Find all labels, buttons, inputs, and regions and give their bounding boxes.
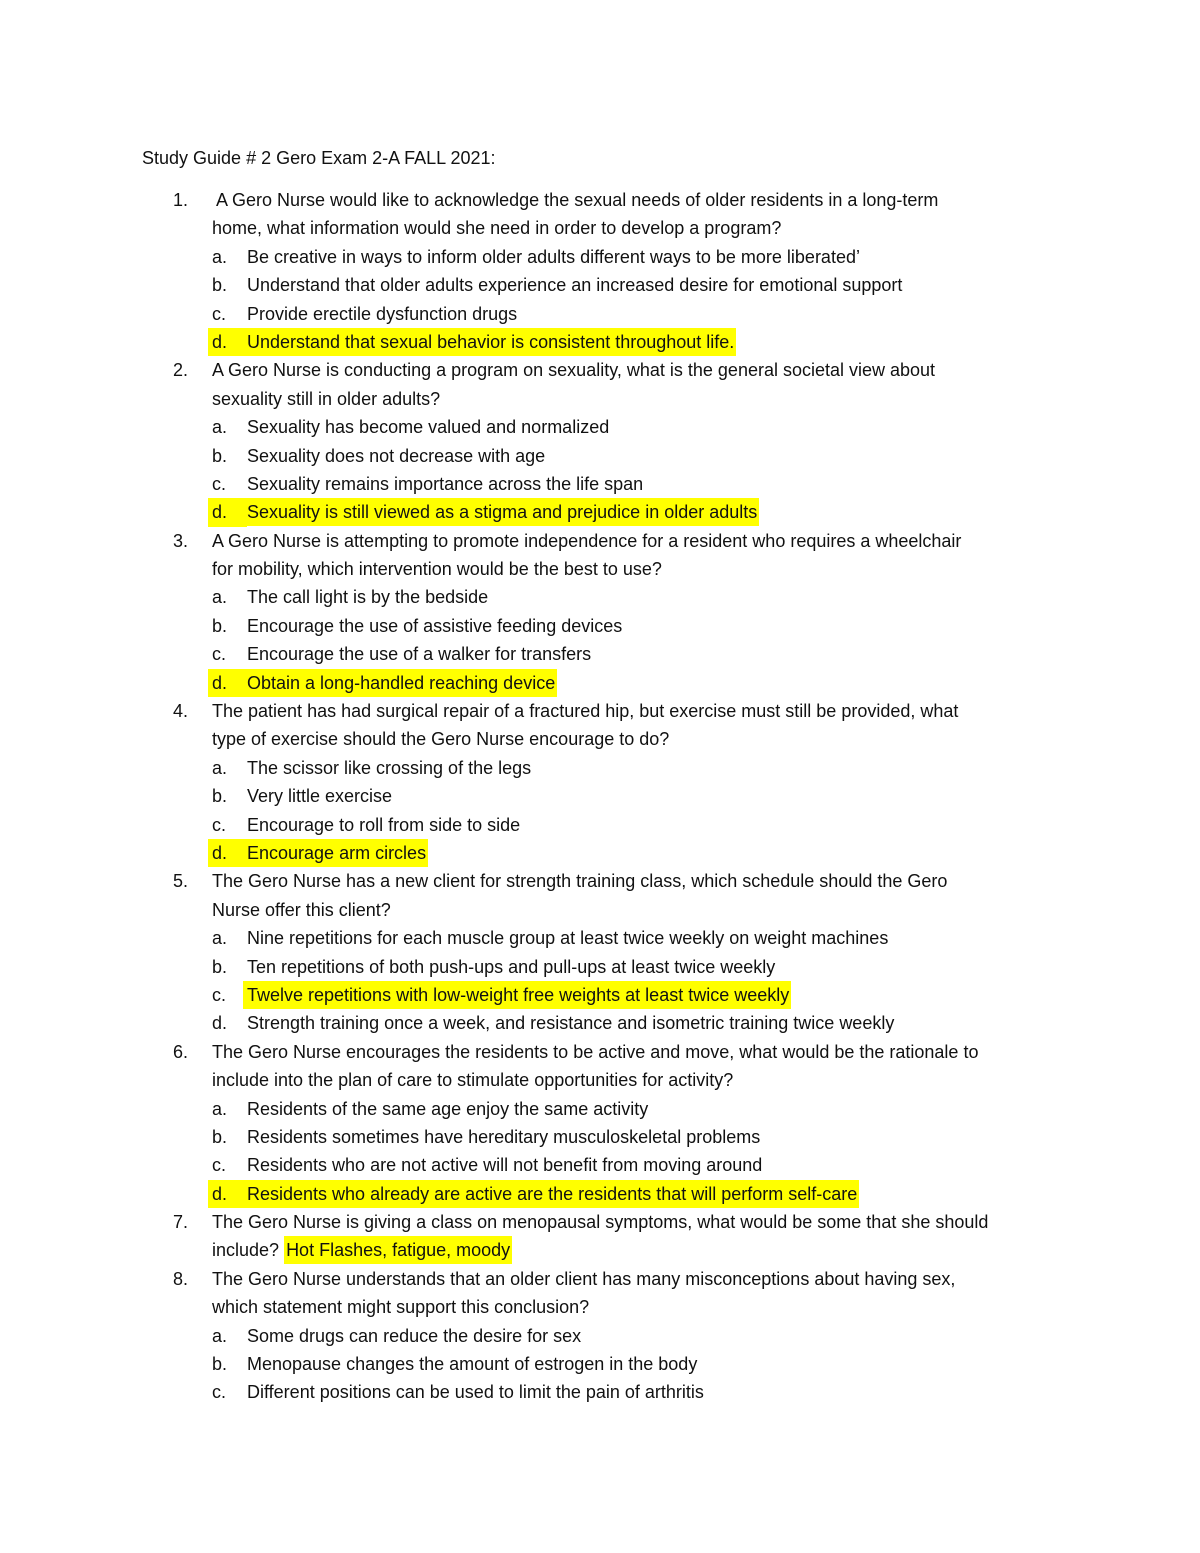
option-letter: a.	[212, 587, 228, 608]
option-letter: b.	[212, 1354, 228, 1375]
option	[0, 1095, 988, 1123]
option-answer-highlighted	[0, 328, 988, 356]
option-letter: a.	[212, 928, 228, 949]
question-text: sexuality still in older adults?	[212, 388, 441, 409]
option	[0, 612, 988, 640]
question-text: for mobility, which intervention would be the best to use?	[212, 559, 662, 580]
option	[0, 811, 988, 839]
question-line	[0, 1293, 988, 1321]
question-line	[0, 896, 988, 924]
option	[0, 1322, 988, 1350]
question-line	[0, 214, 988, 242]
option-text: Understand that sexual behavior is consistent throughout life.	[247, 331, 735, 352]
question-text: The Gero Nurse has a new client for strength training class, which schedule should the Gero	[212, 871, 948, 892]
option-letter: c.	[212, 644, 227, 665]
answer-highlight	[243, 669, 557, 697]
option-text: Sexuality remains importance across the life span	[247, 473, 644, 494]
option	[0, 583, 988, 611]
document-title: Study Guide # 2 Gero Exam 2-A FALL 2021:	[142, 148, 496, 168]
question-text: which statement might support this conclusion?	[212, 1297, 590, 1318]
option-answer-highlighted	[0, 669, 988, 697]
answer-highlight	[243, 981, 791, 1009]
option	[0, 1378, 988, 1406]
question-text: Nurse offer this client?	[212, 899, 391, 920]
question-4	[0, 697, 988, 867]
option-text: Obtain a long-handled reaching device	[247, 672, 556, 693]
question-number: 2.	[173, 360, 189, 381]
question-line	[0, 356, 988, 384]
question-text: A Gero Nurse is conducting a program on sexuality, what is the general societal view about	[212, 360, 936, 381]
option-text: Strength training once a week, and resistance and isometric training twice weekly	[247, 1013, 895, 1034]
option-letter: d.	[208, 328, 247, 356]
question-text: The patient has had surgical repair of a fractured hip, but exercise must still be provided, what	[212, 701, 959, 722]
option-text: Very little exercise	[247, 786, 393, 807]
option-text: Ten repetitions of both push-ups and pull-ups at least twice weekly	[247, 956, 776, 977]
option-letter: d.	[212, 1013, 228, 1034]
inline-answer: Hot Flashes, fatigue, moody	[286, 1240, 511, 1261]
option-text: The scissor like crossing of the legs	[247, 757, 532, 778]
option	[0, 470, 988, 498]
option-letter: c.	[212, 1382, 227, 1403]
question-text: The Gero Nurse is giving a class on menopausal symptoms, what would be some that she should	[212, 1212, 989, 1233]
option	[0, 782, 988, 810]
question-number: 6.	[173, 1041, 189, 1062]
option-letter: a.	[212, 757, 228, 778]
question-text: include?	[212, 1240, 285, 1261]
option	[0, 243, 988, 271]
question-line	[0, 1038, 988, 1066]
question-number: 5.	[173, 871, 189, 892]
option-text: Residents who already are active are the residents that will perform self-care	[247, 1183, 858, 1204]
question-text: The Gero Nurse encourages the residents to be active and move, what would be the rationale to	[212, 1041, 979, 1062]
question-6	[0, 1038, 988, 1208]
option-list	[0, 413, 988, 527]
question-number: 7.	[173, 1212, 189, 1233]
option-letter: c.	[212, 1155, 227, 1176]
option-list	[0, 1322, 988, 1407]
question-text: type of exercise should the Gero Nurse encourage to do?	[212, 729, 670, 750]
question-line	[0, 527, 988, 555]
option-list	[0, 924, 988, 1038]
option-text: Be creative in ways to inform older adults different ways to be more liberated’	[247, 246, 860, 267]
question-7	[0, 1208, 988, 1265]
option-text: Encourage arm circles	[247, 842, 427, 863]
option-text: Different positions can be used to limit the pain of arthritis	[247, 1382, 704, 1403]
option	[0, 300, 988, 328]
option-text: Twelve repetitions with low-weight free weights at least twice weekly	[247, 984, 790, 1005]
option-answer-highlighted	[0, 839, 988, 867]
option-text: Sexuality is still viewed as a stigma and prejudice in older adults	[247, 502, 758, 523]
question-line	[0, 1236, 988, 1264]
option-letter: b.	[212, 445, 228, 466]
question-5	[0, 867, 988, 1037]
option-text: Some drugs can reduce the desire for sex	[247, 1325, 582, 1346]
option-letter: c.	[212, 303, 227, 324]
question-1	[0, 186, 988, 356]
question-list	[0, 186, 988, 1407]
option-text: The call light is by the bedside	[247, 587, 489, 608]
option-letter: d.	[208, 1180, 247, 1208]
option-letter: a.	[212, 1098, 228, 1119]
option	[0, 413, 988, 441]
answer-highlight	[243, 839, 428, 867]
option-letter: d.	[208, 669, 247, 697]
option-text: Encourage to roll from side to side	[247, 814, 521, 835]
question-line	[0, 725, 988, 753]
question-text: A Gero Nurse would like to acknowledge the sexual needs of older residents in a long-term	[212, 190, 939, 210]
question-2	[0, 356, 988, 526]
option-text: Menopause changes the amount of estrogen in the body	[247, 1354, 698, 1375]
option-list	[0, 243, 988, 357]
answer-highlight	[243, 498, 759, 526]
question-8	[0, 1265, 988, 1407]
question-text: A Gero Nurse is attempting to promote independence for a resident who requires a wheelchair	[212, 530, 962, 551]
option	[0, 754, 988, 782]
option-text: Encourage the use of assistive feeding devices	[247, 615, 623, 636]
option-letter: a.	[212, 246, 228, 267]
option-text: Understand that older adults experience an increased desire for emotional support	[247, 275, 903, 296]
option-letter: b.	[212, 956, 228, 977]
option-text: Nine repetitions for each muscle group at least twice weekly on weight machines	[247, 928, 889, 949]
option-list	[0, 1095, 988, 1209]
question-text: include into the plan of care to stimulate opportunities for activity?	[212, 1070, 734, 1091]
question-line	[0, 867, 988, 895]
answer-highlight	[243, 328, 736, 356]
option-letter: c.	[212, 814, 227, 835]
question-text: home, what information would she need in order to develop a program?	[212, 218, 782, 239]
option	[0, 442, 988, 470]
option-answer-highlighted	[0, 498, 988, 526]
question-line	[0, 1066, 988, 1094]
option-letter: b.	[212, 1126, 228, 1147]
option-text: Residents of the same age enjoy the same activity	[247, 1098, 649, 1119]
option-letter: b.	[212, 275, 228, 296]
question-number: 4.	[173, 701, 189, 722]
option	[0, 953, 988, 981]
question-number: 8.	[173, 1268, 189, 1289]
question-line	[0, 555, 988, 583]
option-text: Provide erectile dysfunction drugs	[247, 303, 518, 324]
option-text: Encourage the use of a walker for transfers	[247, 644, 592, 665]
option	[0, 924, 988, 952]
option-text: Sexuality has become valued and normalized	[247, 417, 610, 438]
option-answer-highlighted	[0, 981, 988, 1009]
option-letter: b.	[212, 615, 228, 636]
option-letter: d.	[208, 839, 247, 867]
option	[0, 271, 988, 299]
question-line	[0, 1208, 988, 1236]
option-list	[0, 754, 988, 868]
question-3	[0, 527, 988, 697]
question-line	[0, 385, 988, 413]
option-letter: c.	[212, 984, 227, 1005]
option-letter: c.	[212, 473, 227, 494]
option-answer-highlighted	[0, 1180, 988, 1208]
option	[0, 1009, 988, 1037]
question-line	[0, 697, 988, 725]
question-line	[0, 1265, 988, 1293]
question-text: The Gero Nurse understands that an older client has many misconceptions about having sex,	[212, 1268, 956, 1289]
option-letter: d.	[208, 498, 247, 526]
option	[0, 640, 988, 668]
option	[0, 1151, 988, 1179]
option-letter: b.	[212, 786, 228, 807]
option-letter: a.	[212, 417, 228, 438]
option-letter: a.	[212, 1325, 228, 1346]
answer-highlight	[243, 1180, 859, 1208]
option	[0, 1350, 988, 1378]
option	[0, 1123, 988, 1151]
answer-highlight	[284, 1236, 512, 1264]
question-number: 1.	[173, 190, 189, 210]
option-text: Residents sometimes have hereditary musculoskeletal problems	[247, 1126, 761, 1147]
option-text: Residents who are not active will not benefit from moving around	[247, 1155, 763, 1176]
question-number: 3.	[173, 530, 189, 551]
option-text: Sexuality does not decrease with age	[247, 445, 546, 466]
option-list	[0, 583, 988, 697]
question-line	[0, 186, 988, 214]
